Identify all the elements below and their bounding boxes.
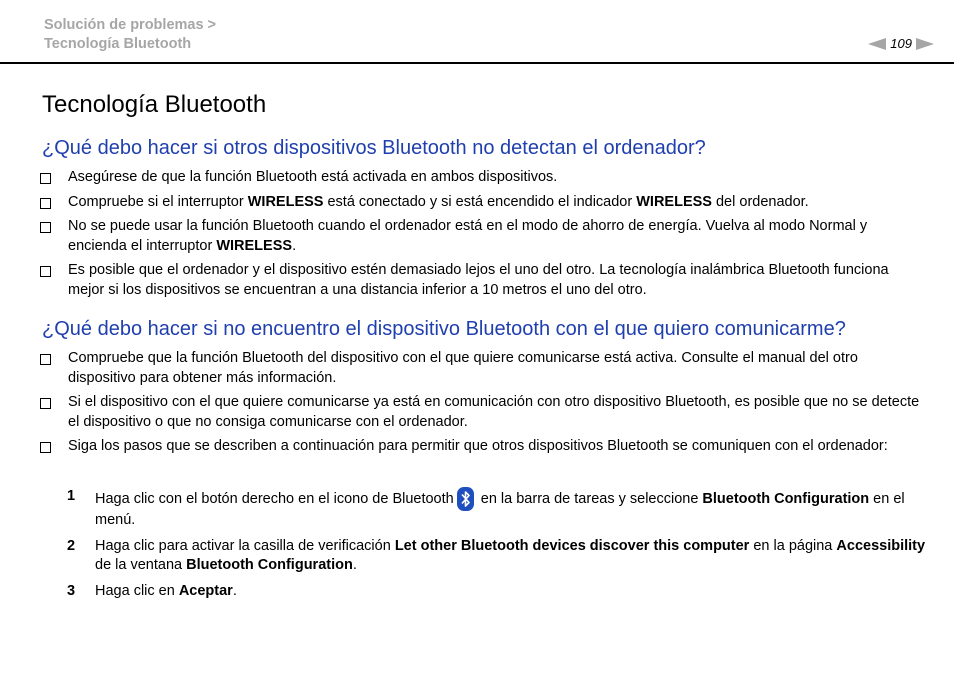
numbered-steps [67,487,927,607]
checkbox-bullet-icon [40,398,51,409]
step-number: 3 [67,582,76,599]
checkbox-bullet-icon [40,222,51,233]
checkbox-bullet-icon [40,442,51,453]
step-item: 1 Haga clic con el botón derecho en el icono de Bluetooth en la barra de tareas y seleccione Bluetooth Configuration en el menú. [67,488,905,528]
list-item: Asegúrese de que la función Bluetooth está activada en ambos dispositivos. [40,168,920,188]
checkbox-bullet-icon [40,266,51,277]
page-title: Tecnología Bluetooth [42,91,267,118]
breadcrumb-parent[interactable]: Solución de problemas > [44,17,217,33]
list-item: Compruebe si el interruptor WIRELESS está conectado y si está encendido el indicador WIRELESS del ordenador. [40,193,920,213]
list-item: Si el dispositivo con el que quiere comunicarse ya está en comunicación con otro dispositivo Bluetooth, es posible que no se detecte el dispositivo o que no consiga comunicarse con el ordenador. [40,393,920,432]
step-number: 1 [67,488,76,504]
page-navigation [868,36,934,51]
step-item: 2 Haga clic para activar la casilla de verificación Let other Bluetooth devices discover this computer en la página Accessibility de la ventana Bluetooth Configuration. [67,537,926,573]
checkbox-bullet-icon [40,354,51,365]
checkbox-bullet-icon [40,198,51,209]
step-number: 2 [67,537,76,554]
list-item: Compruebe que la función Bluetooth del dispositivo con el que quiere comunicarse está activa. Consulte el manual del otro dispositivo para obtener más información. [40,349,920,388]
step-item: 3 Haga clic en Aceptar. [67,582,927,602]
page-number: 109 [890,36,912,51]
section-heading-1: ¿Qué debo hacer si otros dispositivos Bluetooth no detectan el ordenador? [42,137,706,159]
header-divider [0,62,954,64]
list-item: Es posible que el ordenador y el dispositivo estén demasiado lejos el uno del otro. La tecnología inalámbrica Bluetooth funciona mejor si los dispositivos se encuentran a una distancia inferior a 10 metros el uno del otro. [40,261,920,300]
breadcrumb [44,16,216,54]
checkbox-bullet-icon [40,173,51,184]
bullet-list-1 [40,168,920,305]
bullet-list-2 [40,349,920,462]
previous-page-arrow-icon[interactable] [868,38,886,50]
list-item: Siga los pasos que se describen a continuación para permitir que otros dispositivos Bluetooth se comuniquen con el ordenador: [40,437,920,457]
list-item: No se puede usar la función Bluetooth cuando el ordenador está en el modo de ahorro de energía. Vuelva al modo Normal y encienda el interruptor WIRELESS. [40,217,920,256]
bluetooth-icon [457,487,474,511]
section-heading-2: ¿Qué debo hacer si no encuentro el dispositivo Bluetooth con el que quiero comunicarme? [42,318,846,340]
next-page-arrow-icon[interactable] [916,38,934,50]
breadcrumb-current[interactable]: Tecnología Bluetooth [44,36,192,52]
